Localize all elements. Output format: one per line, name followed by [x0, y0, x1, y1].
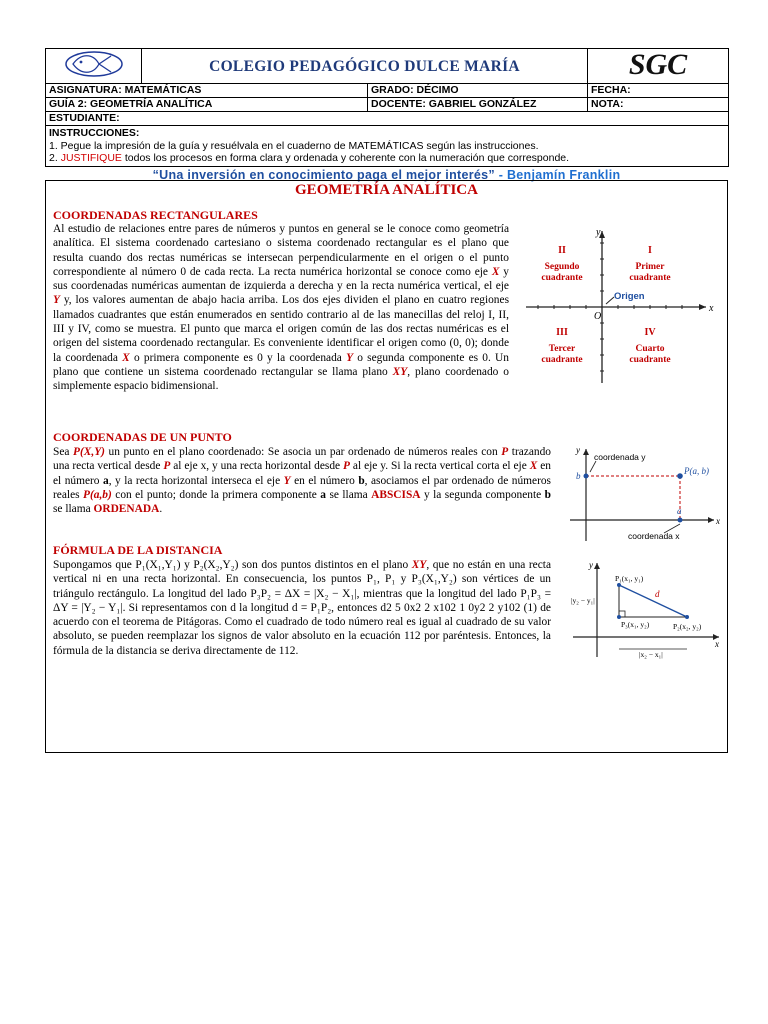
quote-text: “Una inversión en conocimiento paga el mejor interés”	[152, 167, 495, 182]
var-x: X	[529, 460, 538, 473]
var-a: a	[320, 488, 326, 501]
var-pxy: P(X,Y)	[73, 446, 105, 458]
sgc-logo-text: SGC	[628, 49, 688, 79]
rect-text-6: , plano coordenado o simplemente espacio bidimensional.	[53, 365, 509, 393]
quadrant-1-label: cuadrante	[629, 273, 671, 283]
teacher-cell: DOCENTE: GABRIEL GONZÁLEZ	[368, 98, 588, 112]
quadrants-diagram	[518, 225, 718, 387]
dx-label: |x₂ − x₁|	[639, 650, 663, 659]
section-distance-text	[53, 558, 551, 658]
coordenada-x-label: coordenada x	[628, 531, 680, 541]
subject-cell: ASIGNATURA: MATEMÁTICAS	[46, 84, 368, 98]
y-axis-label: y	[589, 560, 593, 570]
section-rectangular-text	[53, 222, 509, 394]
var-xy: XY	[411, 559, 427, 571]
quadrant-1-label: Primer	[635, 262, 665, 272]
point-text: se llama	[326, 488, 372, 501]
quadrant-4-label: cuadrante	[629, 355, 671, 365]
section-point-text	[53, 445, 551, 516]
x-axis-label: x	[716, 516, 720, 526]
quadrant-3-label: Tercer	[548, 344, 576, 354]
var-a: a	[103, 474, 109, 487]
instruction-2-num: 2.	[49, 152, 61, 164]
guide-cell: GUÍA 2: GEOMETRÍA ANALÍTICA	[46, 98, 368, 112]
instruction-2-emphasis: JUSTIFIQUE	[60, 152, 122, 164]
var-p: P	[163, 460, 171, 473]
point-text: en el número	[290, 474, 359, 487]
var-p: P	[343, 460, 350, 473]
quadrant-4-number: IV	[644, 327, 656, 338]
point-text: un punto en el plano coordenado: Se asocia un par ordenado de números reales con	[104, 446, 502, 458]
y-axis-label: y	[596, 227, 601, 238]
y-axis-label: y	[576, 445, 580, 455]
var-y: Y	[283, 474, 291, 487]
var-b: b	[544, 488, 551, 501]
instruction-1: 1. Pegue la impresión de la guía y resuélvala en el cuaderno de MATEMÁTICAS según las instrucciones.	[49, 139, 539, 152]
x-axis-label: x	[715, 639, 719, 649]
point-coordinates-diagram	[564, 443, 722, 543]
var-x: X	[491, 265, 500, 278]
d-label: d	[655, 589, 660, 599]
main-title: GEOMETRÍA ANALÍTICA	[295, 182, 478, 198]
rect-text-1: Al estudio de relaciones entre pares de números y puntos en general se le conoce como geometría analítica. El sistema coordenado cartesiano o sistema coordenado rectangular es el plano que resulta cuando dos rectas numéricas se intersecan perpendicularmente en el origen o el punto correspondiente al número 0 de cada recta. La recta numérica horizontal se conoce como eje	[53, 223, 509, 278]
point-text: trazando una recta vertical desde	[53, 446, 552, 473]
quadrant-4-label: Cuarto	[635, 344, 665, 354]
dy-label: |y₂ − y₁|	[571, 596, 595, 605]
section-rectangular-title: COORDENADAS RECTANGULARES	[53, 208, 258, 222]
quadrant-3-number: III	[556, 327, 568, 338]
term-abscisa: ABSCISA	[371, 488, 421, 501]
header-block	[45, 48, 728, 184]
instructions-cell	[46, 126, 729, 167]
fish-logo-icon	[59, 49, 129, 79]
distance-text-2: , que no están en una recta vertical ni en una recta horizontal. En consecuencia, los puntos P₁, P₁ y P₃(X₁,Y₂) son vértices de un triángulo rectángulo. La longitud del lado P₃P₂ = ΔX = |X₂ − X₁|, mientras que la longitud del lado P₁P₃ = ΔY = |Y₂ − Y₁|. Si representamos con d la longitud d = P₁P₂, entonces d2 5 0x2 2 x102 1 0y2 2 y102 (1) de acuerdo con el teorema de Pitágoras. Como el cuadrado de todo número real es igual al cuadrado de su valor absoluto, se pueden reemplazar los signos de valor absoluto en la ecuación 112 por paréntesis. Entonces, la fórmula de la distancia se deriva directamente de 112.	[53, 559, 552, 657]
section-distance-title: FÓRMULA DE LA DISTANCIA	[53, 543, 223, 557]
b-label: b	[576, 471, 581, 481]
var-y: Y	[53, 294, 60, 307]
header-table	[45, 48, 729, 167]
instruction-2	[49, 152, 725, 165]
point-pab-label: P(a, b)	[684, 466, 709, 476]
sgc-logo-icon	[618, 49, 698, 79]
quadrant-2-number: II	[558, 245, 566, 256]
coordenada-y-label: coordenada y	[594, 452, 646, 462]
x-axis-label: x	[709, 303, 714, 314]
var-b: b	[358, 474, 365, 487]
quadrant-2-label: Segundo	[544, 262, 580, 272]
distance-text-1: Supongamos que P₁(X₁,Y₁) y P₂(X₂,Y₂) son dos puntos distintos en el plano	[53, 559, 412, 571]
point-text: al eje x, y una recta horizontal desde	[170, 460, 344, 473]
quote-author: - Benjamín Franklin	[494, 167, 621, 182]
var-y: Y	[346, 351, 354, 364]
grade-cell: GRADO: DÉCIMO	[368, 84, 588, 98]
sgc-logo	[588, 49, 729, 84]
rect-text-3: y, los valores aumentan de abajo hacia arriba. Los dos ejes dividen el plano en cuatro regiones llamados cuadrantes que están enumerados en sentido contrario al de las manecillas del reloj I, II, III y IV, como se muestra. El punto que marca el origen común de las dos rectas numéricas es el origen del sistema coordenado rectangular. Es conveniente identificar el origen como (0, 0); donde la coordenada	[53, 294, 509, 364]
school-logo	[46, 49, 142, 84]
distance-diagram	[569, 559, 724, 659]
p3-label: P₃(x₁, y₂)	[621, 620, 650, 629]
var-xy: XY	[392, 365, 408, 378]
instruction-2-rest: todos los procesos en forma clara y ordenada y coherente con la numeración que corresponde.	[121, 152, 570, 164]
point-text: .	[159, 503, 163, 516]
a-label: a	[677, 506, 682, 516]
p2-label: P₂(x₂, y₂)	[673, 622, 702, 631]
p1-label: P₁(x₁, y₁)	[615, 574, 644, 583]
origin-o-label: O	[594, 311, 602, 322]
rect-text-2: y sus coordenadas numéricas aumentan de izquierda a derecha y en la recta numérica vertical, el eje	[53, 265, 509, 293]
section-point-title: COORDENADAS DE UN PUNTO	[53, 430, 232, 444]
school-name: COLEGIO PEDAGÓGICO DULCE MARÍA	[142, 49, 588, 84]
point-text: al eje y. Si la recta vertical corta el eje	[350, 460, 530, 473]
rect-text-5: o segunda componente es 0. Un plano que contiene un sistema coordenado rectangular se llama plano	[53, 351, 509, 378]
quadrant-2-label: cuadrante	[541, 273, 583, 283]
content-box	[45, 180, 728, 753]
score-cell: NOTA:	[588, 98, 729, 112]
point-text: , asociamos el par ordenado de números reales	[53, 474, 551, 501]
rect-text-4: o primera componente es 0 y la coordenada	[129, 351, 347, 364]
point-text: con el punto; donde la primera componente	[111, 488, 321, 501]
student-cell: ESTUDIANTE:	[46, 112, 729, 126]
var-p: P	[501, 446, 509, 458]
point-text: en el número	[53, 460, 551, 487]
var-x: X	[122, 351, 130, 364]
quadrant-3-label: cuadrante	[541, 355, 583, 365]
term-ordenada: ORDENADA	[93, 503, 160, 516]
date-cell: FECHA:	[588, 84, 729, 98]
point-text: Sea	[53, 446, 74, 458]
origin-label: Origen	[614, 291, 645, 302]
quadrant-1-number: I	[648, 245, 652, 256]
var-pab: P(a,b)	[83, 488, 112, 501]
point-text: se llama	[53, 503, 94, 516]
point-text: , y la recta horizontal interseca el eje	[108, 474, 284, 487]
instructions-title: INSTRUCCIONES:	[49, 127, 140, 139]
point-text: y la segunda componente	[420, 488, 545, 501]
